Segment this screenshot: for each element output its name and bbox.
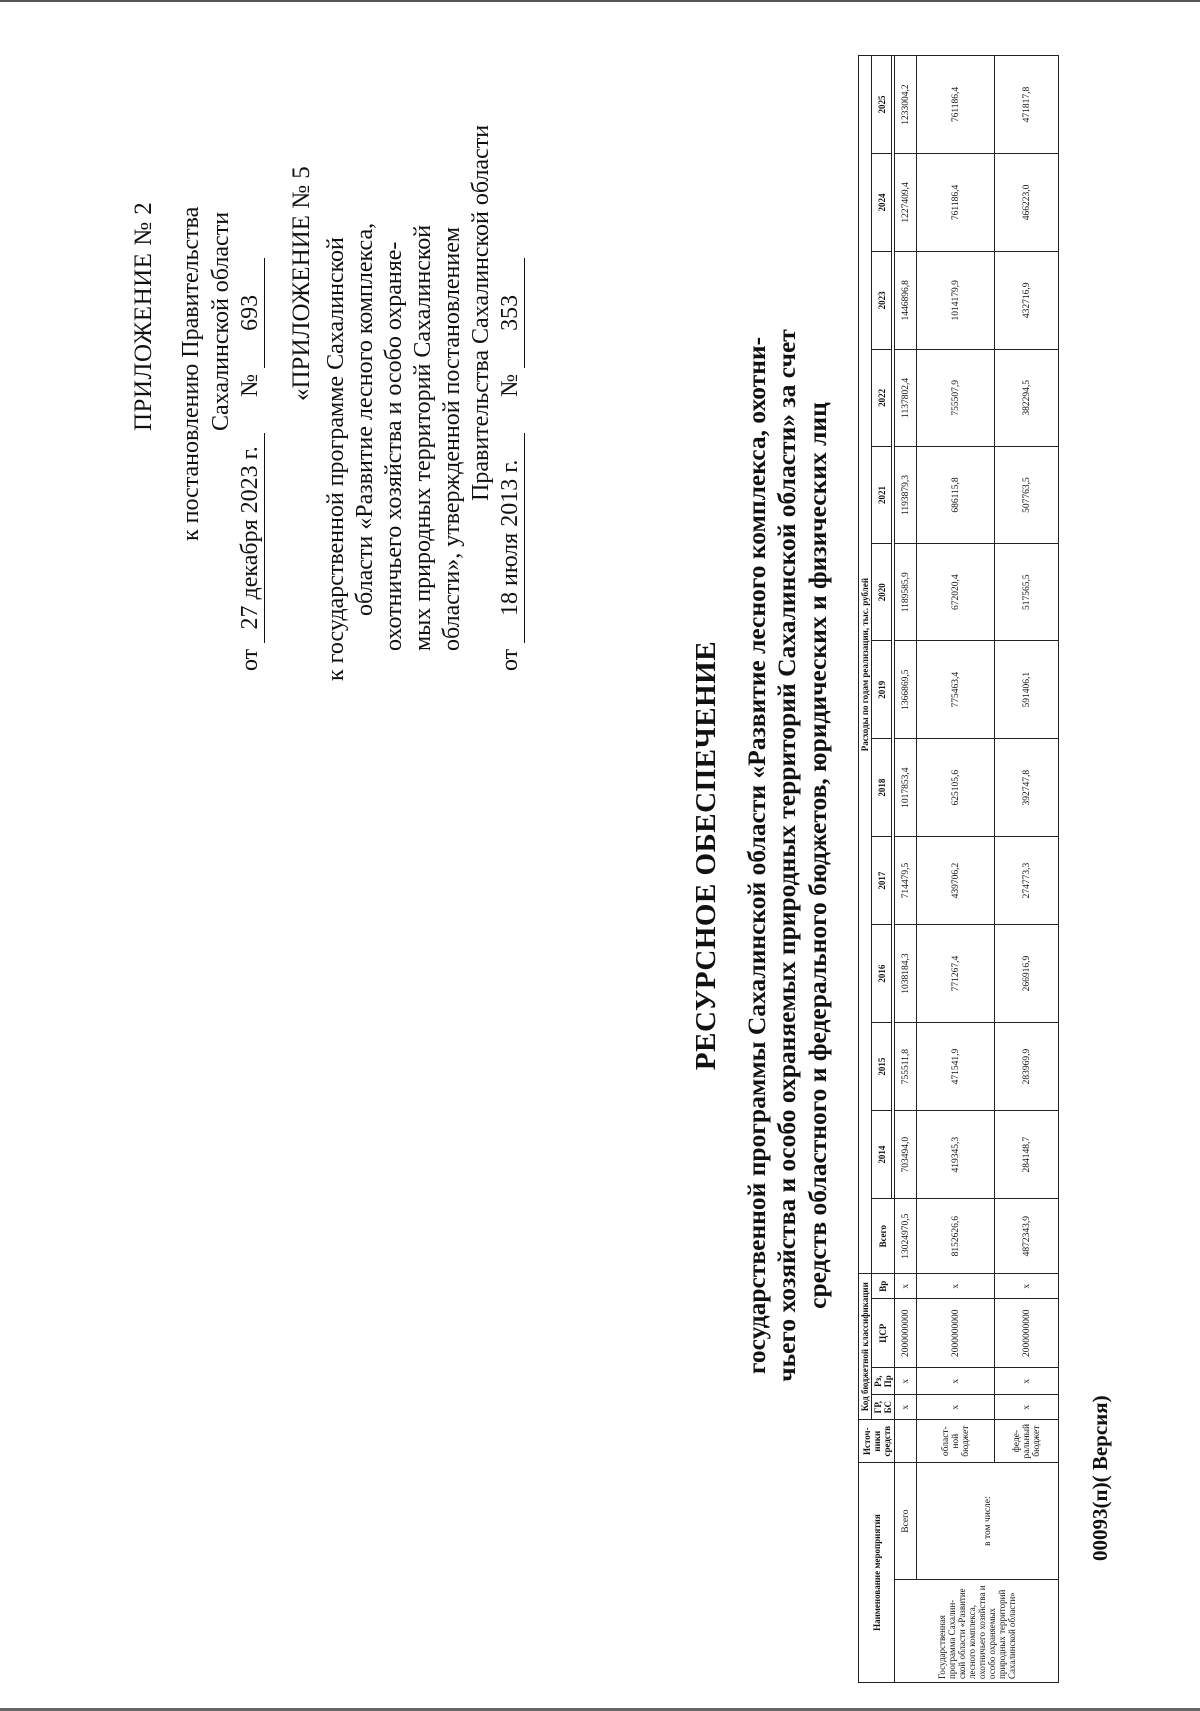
header-year: 2021	[872, 446, 892, 543]
cell-value: 466223,0	[995, 153, 1059, 251]
cell-value: 274773,3	[995, 837, 1059, 925]
cell-value: 761186,4	[917, 56, 995, 154]
cell-total: 13024970,5	[895, 1199, 917, 1274]
original-line-3: охотничьего хозяйства и особо охраняе-	[381, 241, 407, 651]
cell-value: 283969,9	[995, 1023, 1059, 1111]
header-total: Всего	[872, 1199, 895, 1274]
cell-value: 1017853,4	[895, 739, 917, 837]
cell-source: област-ной бюджет	[917, 1420, 995, 1463]
table-row	[995, 56, 1059, 1683]
resolution-line1: к постановлению Правительства	[178, 206, 204, 541]
cell-value: 703494,0	[895, 1111, 917, 1199]
header-code-group: Код бюджетной классификации	[859, 1274, 872, 1420]
cell-value: 1446896,8	[895, 251, 917, 349]
row-label-total: Всего	[895, 1463, 917, 1580]
header-name: Наименование мероприятия	[859, 1463, 895, 1683]
document-subtitle-line1: государственной программы Сахалинской области «Развитие лесного комплекса, охотни-	[742, 336, 771, 1375]
cell-value: 672020,4	[917, 544, 995, 641]
original-line-1: к государственной программе Сахалинской	[323, 237, 349, 681]
cell-value: 1366869,5	[895, 641, 917, 739]
cell-value: 382294,5	[995, 349, 1059, 446]
original-date-line	[497, 258, 525, 671]
header-sources: Источ-ники средств	[859, 1420, 895, 1463]
table-row	[895, 56, 917, 1683]
resolution-date: 27 декабря 2023 г.	[237, 433, 265, 643]
original-from-label: от	[497, 648, 523, 671]
original-number-label: №	[497, 373, 523, 397]
cell-value: 517565,5	[995, 544, 1059, 641]
cell-gr: х	[895, 1395, 917, 1420]
header-csr: ЦСР	[872, 1299, 895, 1368]
cell-rz: х	[995, 1368, 1059, 1395]
header-year: 2025	[872, 56, 892, 154]
header-vr: Вр	[872, 1274, 895, 1299]
table-row	[917, 56, 995, 1683]
number-label: №	[237, 373, 263, 397]
cell-value: 591406,1	[995, 641, 1059, 739]
original-appendix-title: «ПРИЛОЖЕНИЕ № 5	[288, 166, 315, 401]
cell-vr: х	[917, 1274, 995, 1299]
cell-total: 8152626,6	[917, 1199, 995, 1274]
header-rz: Рз, Пр	[872, 1368, 895, 1395]
cell-value: 507763,5	[995, 446, 1059, 543]
cell-source	[895, 1420, 917, 1463]
from-label: от	[237, 648, 263, 671]
resolution-line2: Сахалинской области	[208, 211, 234, 431]
cell-csr: 2000000000	[995, 1299, 1059, 1368]
cell-value: 761186,4	[917, 153, 995, 251]
cell-value: 755507,9	[917, 349, 995, 446]
document-footer-code: 00093(п)( Версия)	[1088, 1395, 1112, 1561]
cell-value: 1189585,9	[895, 544, 917, 641]
cell-value: 686115,8	[917, 446, 995, 543]
cell-gr: х	[995, 1395, 1059, 1420]
cell-value: 775463,4	[917, 641, 995, 739]
header-year: 2023	[872, 251, 892, 349]
cell-value: 266916,9	[995, 925, 1059, 1023]
cell-total: 4872343,9	[995, 1199, 1059, 1274]
cell-value: 1137802,4	[895, 349, 917, 446]
header-year: 2020	[872, 544, 892, 641]
original-date: 18 июля 2013 г.	[497, 433, 525, 643]
cell-value: 284148,7	[995, 1111, 1059, 1199]
cell-value: 771267,4	[917, 925, 995, 1023]
cell-value: 714479,5	[895, 837, 917, 925]
cell-value: 1233004,2	[895, 56, 917, 154]
header-year: 2017	[872, 837, 892, 925]
original-number: 353	[497, 258, 525, 368]
header-year: 2014	[872, 1111, 892, 1199]
cell-rz: х	[917, 1368, 995, 1395]
header-year: 2019	[872, 641, 892, 739]
original-line-4: мых природных территорий Сахалинской	[410, 224, 436, 651]
cell-value: 1014179,9	[917, 251, 995, 349]
table-header-row	[859, 56, 872, 1683]
header-year: 2018	[872, 739, 892, 837]
cell-rz: х	[895, 1368, 917, 1395]
original-line-5: области», утвержденной постановлением	[439, 226, 465, 651]
cell-value: 439706,2	[917, 837, 995, 925]
cell-value: 1193879,3	[895, 446, 917, 543]
cell-value: 419345,3	[917, 1111, 995, 1199]
cell-value: 625105,6	[917, 739, 995, 837]
document-subtitle-line3: средств областного и федерального бюджетов, юридических и физических лиц	[803, 402, 832, 1309]
cell-value: 432716,9	[995, 251, 1059, 349]
header-years-group: Расходы по годам реализации, тыс. рублей	[859, 56, 872, 1274]
cell-csr: 2000000000	[917, 1299, 995, 1368]
appendix-title: ПРИЛОЖЕНИЕ № 2	[130, 201, 157, 431]
cell-value: 471817,8	[995, 56, 1059, 154]
cell-value: 755511,8	[895, 1023, 917, 1111]
header-year: 2015	[872, 1023, 892, 1111]
header-gr: ГР, БС	[872, 1395, 895, 1420]
resource-table	[858, 55, 1059, 1683]
cell-csr: 2000000000	[895, 1299, 917, 1368]
document-title: РЕСУРСНОЕ ОБЕСПЕЧЕНИЕ	[690, 640, 722, 1071]
cell-gr: х	[917, 1395, 995, 1420]
program-name-cell: Государственная программа Сахалин-ской области «Развитие лесного комплекса, охотничьего хозяйства и особо охраняемых природных территорий Сахалинской области»	[895, 1580, 1059, 1683]
in-that-number-cell: в том числе:	[917, 1463, 1059, 1580]
cell-value: 471541,9	[917, 1023, 995, 1111]
header-year: 2024	[872, 153, 892, 251]
document-subtitle-line2: чьего хозяйства и особо охраняемых природных территорий Сахалинской области» за счет	[772, 329, 801, 1382]
original-line-2: области «Развитие лесного комплекса,	[352, 222, 378, 616]
header-year: 2022	[872, 349, 892, 446]
cell-vr: х	[995, 1274, 1059, 1299]
cell-vr: х	[895, 1274, 917, 1299]
cell-value: 392747,8	[995, 739, 1059, 837]
resolution-date-line	[237, 258, 265, 671]
cell-value: 1227409,4	[895, 153, 917, 251]
header-year: 2016	[872, 925, 892, 1023]
resolution-number: 693	[237, 258, 265, 368]
cell-source: феде-ральный бюджет	[995, 1420, 1059, 1463]
original-line-6: Правительства Сахалинской области	[468, 124, 494, 501]
cell-value: 1038184,3	[895, 925, 917, 1023]
